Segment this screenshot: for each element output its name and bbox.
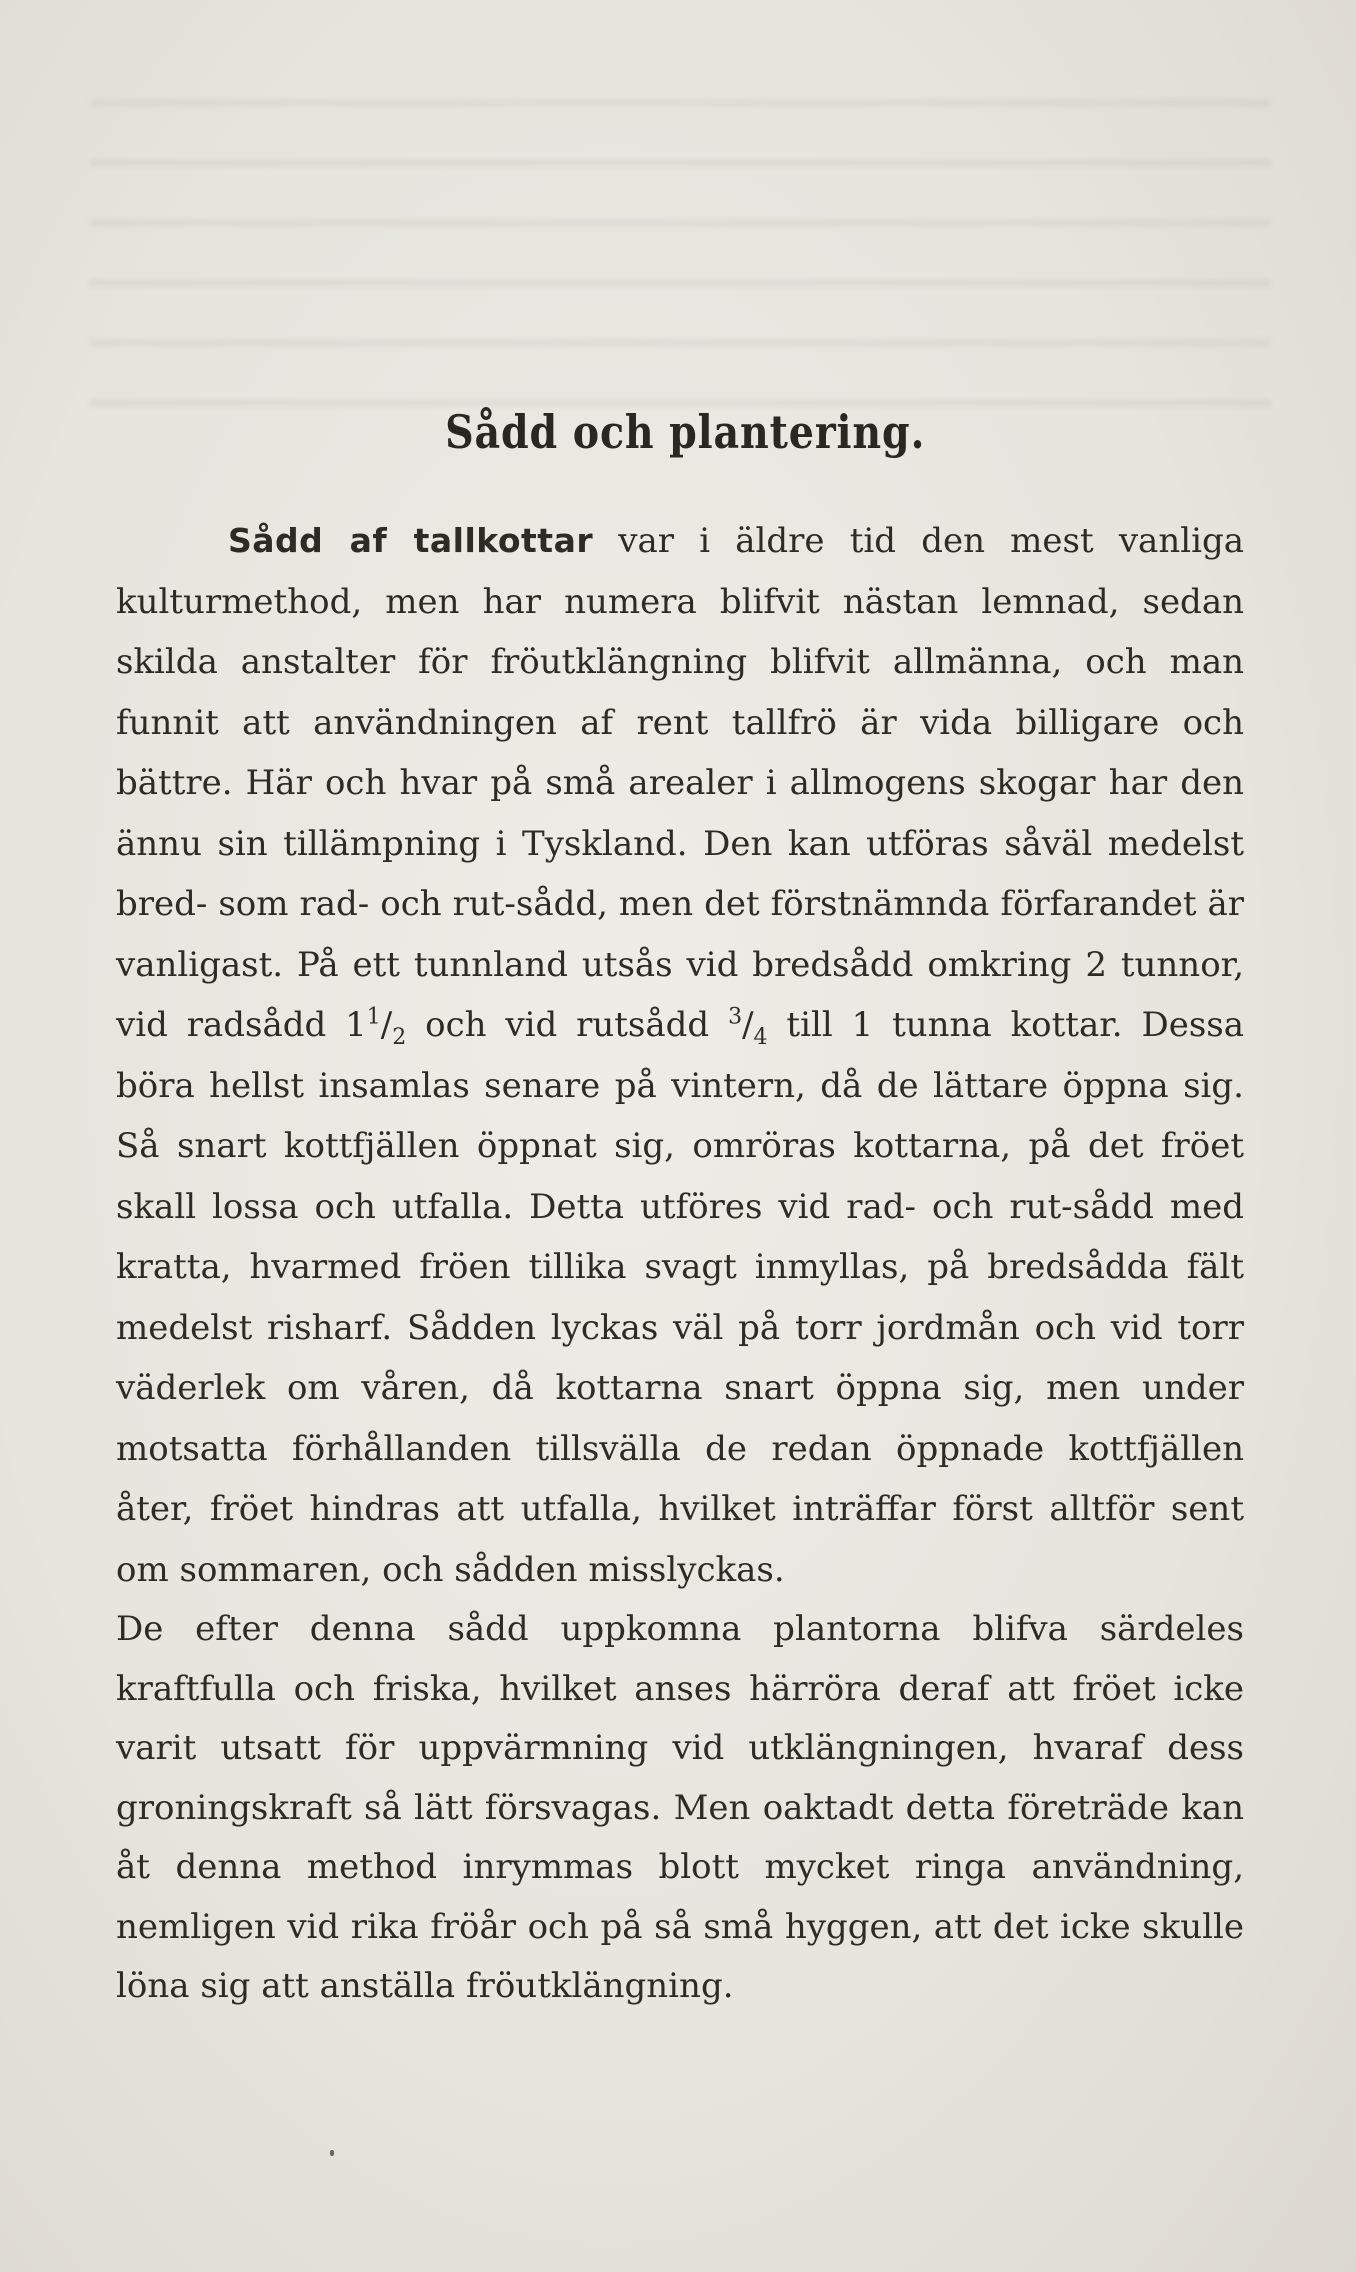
ink-speck bbox=[330, 2150, 334, 2156]
fraction-numerator: 3 bbox=[728, 1004, 743, 1030]
paragraph-lead: Sådd af tallkottar bbox=[228, 521, 594, 560]
paragraph-1: Sådd af tallkottar var i äldre tid den mest vanliga kulturmethod, men har numera blifvit nästan lemnad, sedan skilda anstalter för fröutklängning blifvit allmänna, och man funnit att användningen af rent tallfrö är vida billigare och bättre. Här och hvar på små arealer i allmogens skogar har den ännu sin tillämpning i Tyskland. Den kan utföras såväl medelst bred- som rad- och rut-sådd, men det förstnämnda förfarandet är vanligast. På ett tunnland utsås vid bredsådd omkring 2 tunnor, vid radsådd $1^1/_2$ och vid rutsådd $^3/_4$ till 1 tunna kottar. Dessa böra hellst insamlas senare på vintern, då de lättare öppna sig. Så snart kottfjällen öppnat sig, omröras kottarna, på det fröet skall lossa och utfalla. Detta utföres vid rad- och rut-sådd med kratta, hvarmed fröen tillika svagt inmyllas, på bredsådda fält medelst risharf. Sådden lyckas väl på torr jordmån och vid torr väderlek om våren, då kottarna snart öppna sig, men under motsatta förhållanden tillsvälla de redan öppnade kottfjällen åter, fröet hindras att utfalla, hvilket inträffar först alltför sent om sommaren, och sådden misslyckas. bbox=[116, 521, 1244, 1590]
paragraph-2 bbox=[116, 1600, 1244, 2017]
section-heading: Sådd och plantering. bbox=[445, 405, 926, 459]
show-through-text bbox=[90, 60, 1270, 440]
fraction-numerator: 1 bbox=[366, 1004, 381, 1030]
paragraph-1-text-c: till 1 tunna kottar. Dessa böra hellst insamlas senare på vintern, då de lättare öppna sig. Så snart kottfjällen öppnat sig, omröras kottarna, på det fröet skall lossa och utfalla. Detta utföres vid rad- och rut-sådd med kratta, hvarmed fröen tillika svagt inmyllas, på bredsådda fält medelst risharf. Sådden lyckas väl på torr jordmån och vid torr väderlek om våren, då kottarna snart öppna sig, men under motsatta förhållanden tillsvälla de redan öppnade kottfjällen åter, fröet hindras att utfalla, hvilket inträffar först alltför sent om sommaren, och sådden misslyckas. bbox=[116, 1005, 1244, 1590]
paragraph-1-text-b: och vid rutsådd bbox=[406, 1005, 729, 1045]
fraction-denominator: 4 bbox=[753, 1024, 768, 1050]
fraction-denominator: 2 bbox=[392, 1024, 407, 1050]
paragraph-1-text-a: var i äldre tid den mest vanliga kulturmethod, men har numera blifvit nästan lemnad, sedan skilda anstalter för fröutklängning blifvit allmänna, och man funnit att användningen af rent tallfrö är vida billigare och bättre. Här och hvar på små arealer i allmogens skogar har den ännu sin tillämpning i Tyskland. Den kan utföras såväl medelst bred- som rad- och rut-sådd, men det förstnämnda förfarandet är vanligast. På ett tunnland utsås vid bredsådd omkring 2 tunnor, vid radsådd 1 bbox=[116, 521, 1244, 1045]
paragraph-2-text: De efter denna sådd uppkomna plantorna blifva särdeles kraftfulla och friska, hvilket anses härröra deraf att fröet icke varit utsatt för uppvärmning vid utklängningen, hvaraf dess groningskraft så lätt försvagas. Men oaktadt detta företräde kan åt denna method inrymmas blott mycket ringa användning, nemligen vid rika fröår och på så små hyggen, att det icke skulle löna sig att anställa fröutklängning. bbox=[116, 1609, 1244, 2006]
page-text bbox=[116, 405, 1244, 2017]
